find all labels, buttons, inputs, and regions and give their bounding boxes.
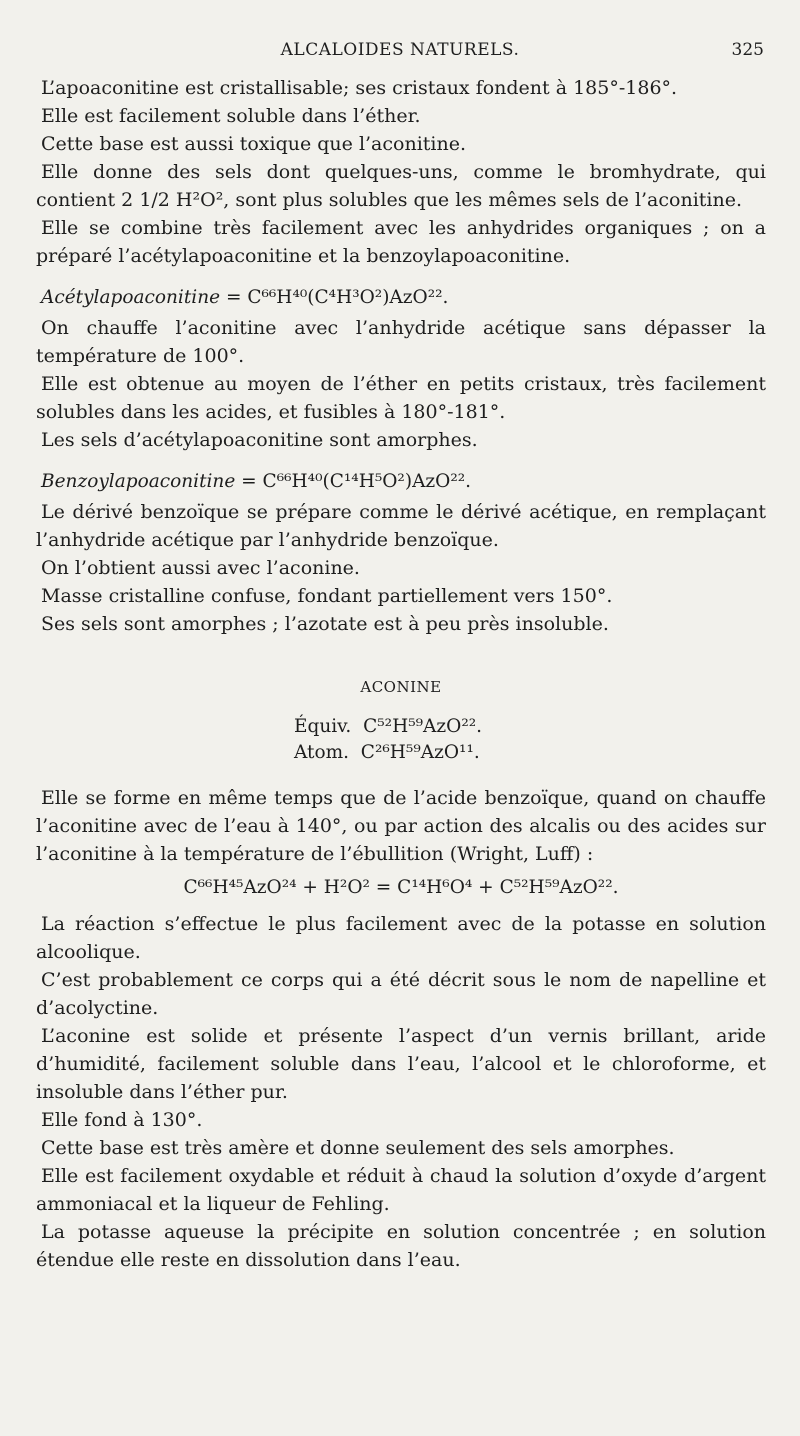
paragraph: Le dérivé benzoïque se prépare comme le dérivé acétique, en remplaçant l’anhydride acétique par l’anhydride benzoïque. — [36, 501, 766, 551]
paragraph: Elle se forme en même temps que de l’acide benzoïque, quand on chauffe l’aconitine avec de l’eau à 140°, ou par action des alcalis ou des acides sur l’aconitine à la température de l’ébullition (Wright, Luff) : — [36, 787, 766, 865]
body-text — [36, 74, 766, 1274]
paragraph: On l’obtient aussi avec l’aconine. — [41, 557, 360, 579]
atom-row — [36, 740, 766, 766]
page-number: 325 — [731, 40, 764, 60]
paragraph: Ses sels sont amorphes ; l’azotate est à peu près insoluble. — [41, 613, 609, 635]
paragraph: C’est probablement ce corps qui a été décrit sous le nom de napelline et d’acolyctine. — [36, 969, 766, 1019]
paragraph: L’apoaconitine est cristallisable; ses cristaux fondent à 185°-186°. — [41, 77, 678, 99]
equiv-formula: C⁵²H⁵⁹AzO²². — [363, 716, 483, 737]
paragraph: Cette base est très amère et donne seulement des sels amorphes. — [41, 1137, 675, 1159]
paragraph: Elle se combine très facilement avec les anhydrides organiques ; on a préparé l’acétylapoaconitine et la benzoylapoaconitine. — [36, 217, 766, 267]
atom-formula: C²⁶H⁵⁹AzO¹¹. — [360, 742, 480, 763]
paragraph: Elle fond à 130°. — [41, 1109, 203, 1131]
acetyl-formula-line — [36, 284, 766, 312]
paragraph: L’aconine est solide et présente l’aspect d’un vernis brillant, aride d’humidité, facilement soluble dans l’eau, l’alcool et le chloroforme, et insoluble dans l’éther pur. — [36, 1025, 766, 1103]
benzoyl-formula: = C⁶⁶H⁴⁰(C¹⁴H⁵O²)AzO²². — [235, 471, 472, 492]
atom-label: Atom. — [294, 742, 350, 763]
equiv-label: Équiv. — [294, 716, 352, 737]
running-title: ALCALOIDES NATURELS. — [280, 40, 520, 60]
paragraph: Elle est facilement oxydable et réduit à chaud la solution d’oxyde d’argent ammoniacal et la liqueur de Fehling. — [36, 1165, 766, 1215]
benzoyl-formula-line — [36, 468, 766, 496]
paragraph: On chauffe l’aconitine avec l’anhydride acétique sans dépasser la température de 100°. — [36, 317, 766, 367]
paragraph: Les sels d’acétylapoaconitine sont amorphes. — [41, 429, 478, 451]
aconine-formulas — [36, 714, 766, 766]
paragraph: Masse cristalline confuse, fondant partiellement vers 150°. — [41, 585, 613, 607]
paragraph: Elle est obtenue au moyen de l’éther en petits cristaux, très facilement solubles dans les acides, et fusibles à 180°-181°. — [36, 373, 766, 423]
running-header — [36, 40, 764, 70]
equiv-row — [36, 714, 766, 740]
section-heading: ACONINE — [360, 678, 442, 696]
acetyl-formula: = C⁶⁶H⁴⁰(C⁴H³O²)AzO²². — [220, 287, 449, 308]
benzoyl-name: Benzoylapoaconitine — [41, 471, 236, 492]
paragraph: Elle est facilement soluble dans l’éther. — [41, 105, 421, 127]
paragraph: Cette base est aussi toxique que l’aconitine. — [41, 133, 467, 155]
paragraph: La potasse aqueuse la précipite en solution concentrée ; en solution étendue elle reste en dissolution dans l’eau. — [36, 1221, 766, 1271]
paragraph: Elle donne des sels dont quelques-uns, comme le bromhydrate, qui contient 2 1/2 H²O², sont plus solubles que les mêmes sels de l’aconitine. — [36, 161, 766, 211]
acetyl-name: Acétylapoaconitine — [41, 287, 221, 308]
paragraph: La réaction s’effectue le plus facilement avec de la potasse en solution alcoolique. — [36, 913, 766, 963]
reaction-equation: C⁶⁶H⁴⁵AzO²⁴ + H²O² = C¹⁴H⁶O⁴ + C⁵²H⁵⁹AzO²². — [183, 877, 619, 898]
